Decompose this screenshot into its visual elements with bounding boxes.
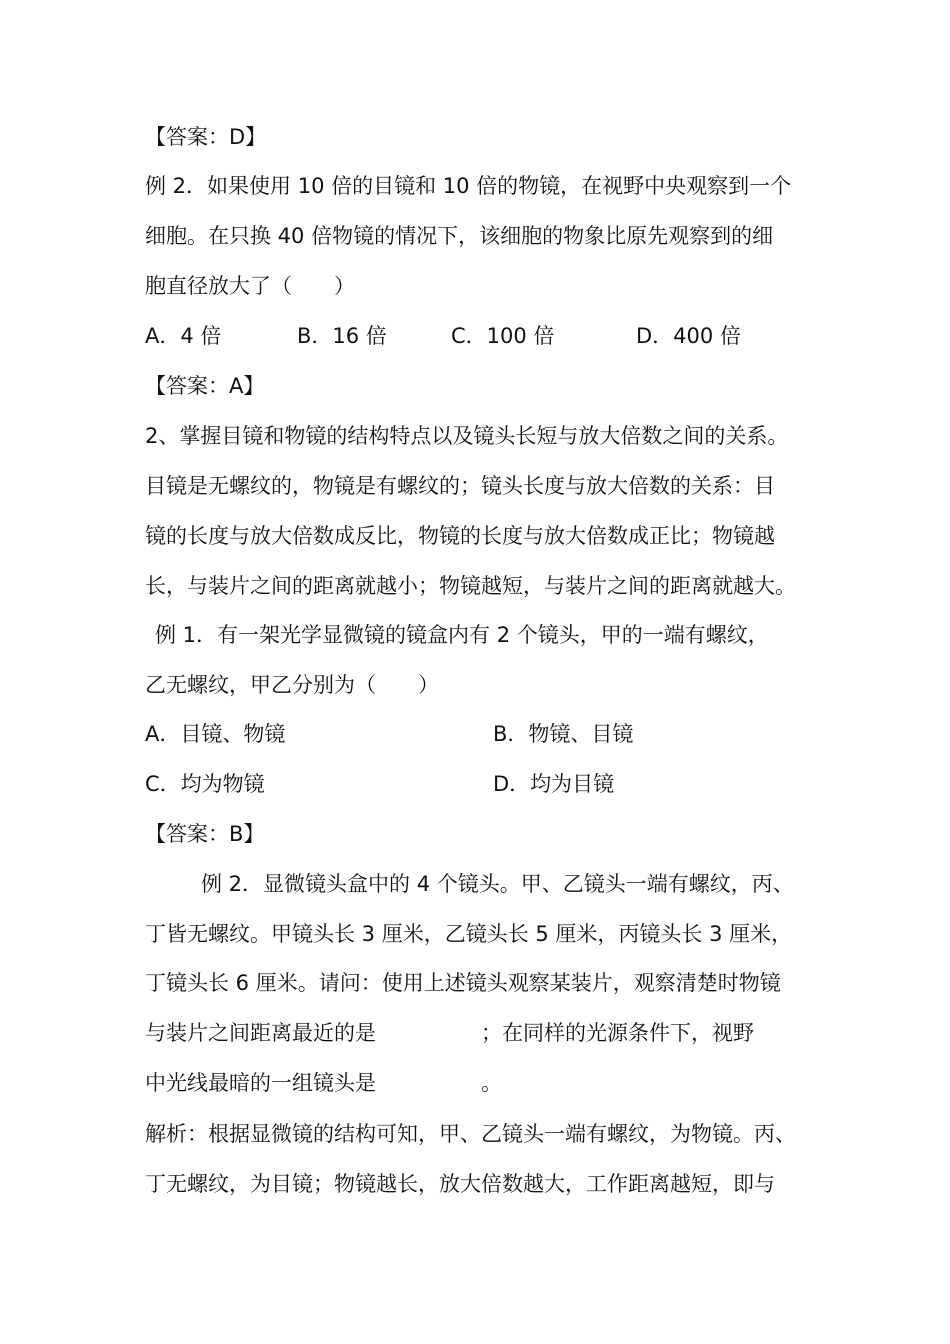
question-text-line: 例 1．有一架光学显微镜的镜盒内有 2 个镜头，甲的一端有螺纹，	[155, 623, 769, 647]
answer-line: 【答案：D】	[145, 125, 267, 149]
option-b: B．物镜、目镜	[493, 722, 634, 746]
section-text-line: 目镜是无螺纹的，物镜是有螺纹的；镜头长度与放大倍数的关系：目	[145, 474, 775, 498]
option-c: C．均为物镜	[145, 772, 265, 796]
question-text-line: 丁镜头长 6 厘米。请问：使用上述镜头观察某装片，观察清楚时物镜	[145, 971, 781, 995]
question-text-line: 例 2．如果使用 10 倍的目镜和 10 倍的物镜，在视野中央观察到一个	[145, 174, 792, 198]
option-b: B．16 倍	[297, 324, 387, 348]
options-row	[145, 322, 845, 350]
option-c: C．100 倍	[451, 324, 555, 348]
option-a: A．4 倍	[145, 324, 222, 348]
question-text-line: 乙无螺纹，甲乙分别为（ ）	[145, 673, 439, 697]
options-row	[145, 770, 845, 798]
analysis-text-line: 解析：根据显微镜的结构可知，甲、乙镜头一端有螺纹，为物镜。丙、	[145, 1122, 796, 1146]
section-text-line: 长，与装片之间的距离就越小；物镜越短，与装片之间的距离就越大。	[145, 574, 796, 598]
section-heading-line: 2、掌握目镜和物镜的结构特点以及镜头长短与放大倍数之间的关系。	[145, 424, 789, 448]
question-text-line: 例 2．显微镜头盒中的 4 个镜头。甲、乙镜头一端有螺纹，丙、	[201, 872, 794, 896]
answer-line: 【答案：A】	[145, 374, 265, 398]
question-text-line: 与装片之间距离最近的是 ；在同样的光源条件下，视野	[145, 1021, 754, 1045]
option-d: D．均为目镜	[493, 772, 615, 796]
question-text-line: 细胞。在只换 40 倍物镜的情况下，该细胞的物象比原先观察到的细	[145, 224, 774, 248]
options-row	[145, 720, 845, 748]
question-text-line: 胞直径放大了（ ）	[145, 274, 355, 298]
analysis-text-line: 丁无螺纹，为目镜；物镜越长，放大倍数越大，工作距离越短，即与	[145, 1172, 775, 1196]
question-text-line: 丁皆无螺纹。甲镜头长 3 厘米，乙镜头长 5 厘米，丙镜头长 3 厘米，	[145, 922, 793, 946]
answer-line: 【答案：B】	[145, 822, 265, 846]
option-d: D．400 倍	[636, 324, 741, 348]
section-text-line: 镜的长度与放大倍数成反比，物镜的长度与放大倍数成正比；物镜越	[145, 524, 775, 548]
option-a: A．目镜、物镜	[145, 722, 286, 746]
question-text-line: 中光线最暗的一组镜头是 。	[145, 1071, 502, 1095]
